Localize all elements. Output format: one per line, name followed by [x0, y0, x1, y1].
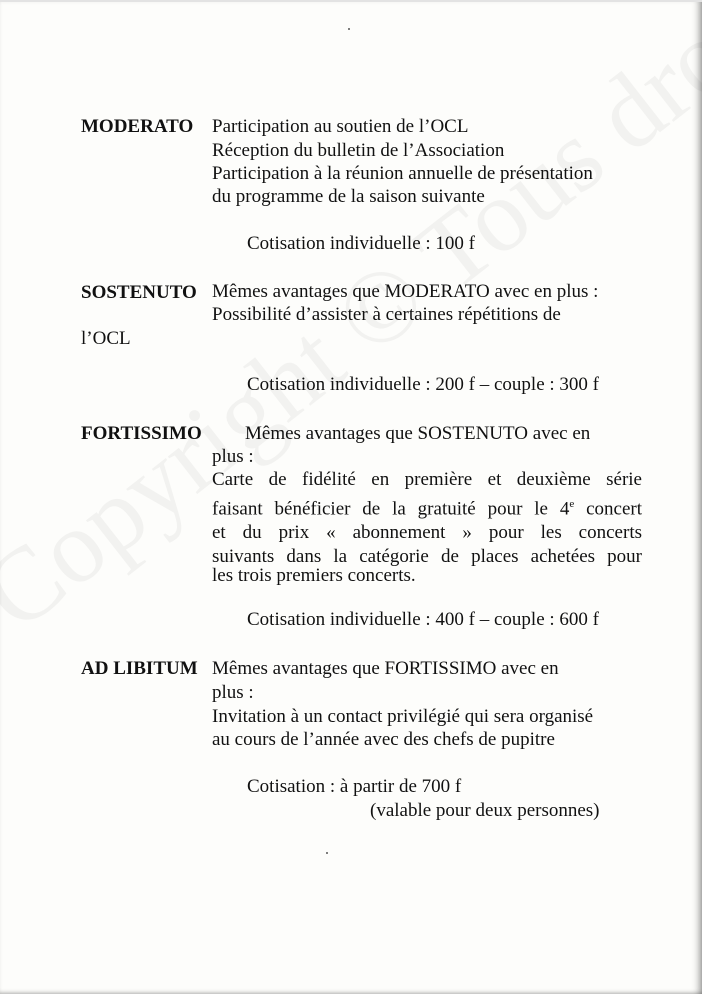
- ad-libitum-line-1: Mêmes avantages que FORTISSIMO avec en: [212, 658, 559, 679]
- scan-speck: [326, 852, 328, 854]
- fortissimo-paragraph: [212, 468, 642, 569]
- ad-libitum-cotisation: Cotisation : à partir de 700 f: [247, 776, 462, 797]
- term-fortissimo: FORTISSIMO: [81, 423, 202, 444]
- fortissimo-line-1: Mêmes avantages que SOSTENUTO avec en: [245, 423, 591, 444]
- term-ad-libitum: AD LIBITUM: [81, 658, 198, 679]
- ordinal-superscript: e: [569, 498, 575, 510]
- scan-edge: [0, 0, 702, 2]
- fortissimo-cotisation: Cotisation individuelle : 400 f – couple : 600 f: [247, 609, 599, 630]
- ad-libitum-note: (valable pour deux personnes): [370, 800, 600, 821]
- moderato-cotisation: Cotisation individuelle : 100 f: [247, 233, 475, 254]
- fortissimo-line-3: Carte de fidélité en première et deuxième série: [212, 469, 642, 490]
- sostenuto-line-1: Mêmes avantages que MODERATO avec en plus :: [212, 281, 599, 302]
- moderato-line-1: Participation au soutien de l’OCL: [212, 116, 469, 137]
- term-sostenuto: SOSTENUTO: [81, 282, 197, 303]
- fortissimo-line-7: les trois premiers concerts.: [212, 565, 416, 586]
- moderato-line-4: du programme de la saison suivante: [212, 186, 485, 207]
- fortissimo-line-2: plus :: [212, 446, 254, 467]
- fortissimo-line-6: suivants dans la catégorie de places achetées pour: [212, 546, 642, 568]
- ad-libitum-line-3: Invitation à un contact privilégié qui sera organisé: [212, 706, 594, 727]
- fortissimo-line-4: [212, 492, 642, 521]
- moderato-line-3: Participation à la réunion annuelle de présentation: [212, 163, 593, 184]
- fortissimo-line-4b: concert: [574, 498, 643, 520]
- term-moderato: MODERATO: [81, 116, 194, 137]
- sostenuto-line-3: l’OCL: [81, 328, 131, 349]
- ad-libitum-line-2: plus :: [212, 682, 254, 703]
- moderato-line-2: Réception du bulletin de l’Association: [212, 140, 505, 161]
- fortissimo-line-4a: faisant bénéficier de la gratuité pour le 4: [212, 498, 570, 520]
- scan-speck: [348, 28, 350, 30]
- ad-libitum-line-4: au cours de l’année avec des chefs de pupitre: [212, 729, 555, 750]
- sostenuto-cotisation: Cotisation individuelle : 200 f – couple : 300 f: [247, 374, 599, 395]
- fortissimo-line-5: et du prix « abonnement » pour les concerts: [212, 522, 642, 544]
- sostenuto-line-2: Possibilité d’assister à certaines répétitions de: [212, 304, 561, 325]
